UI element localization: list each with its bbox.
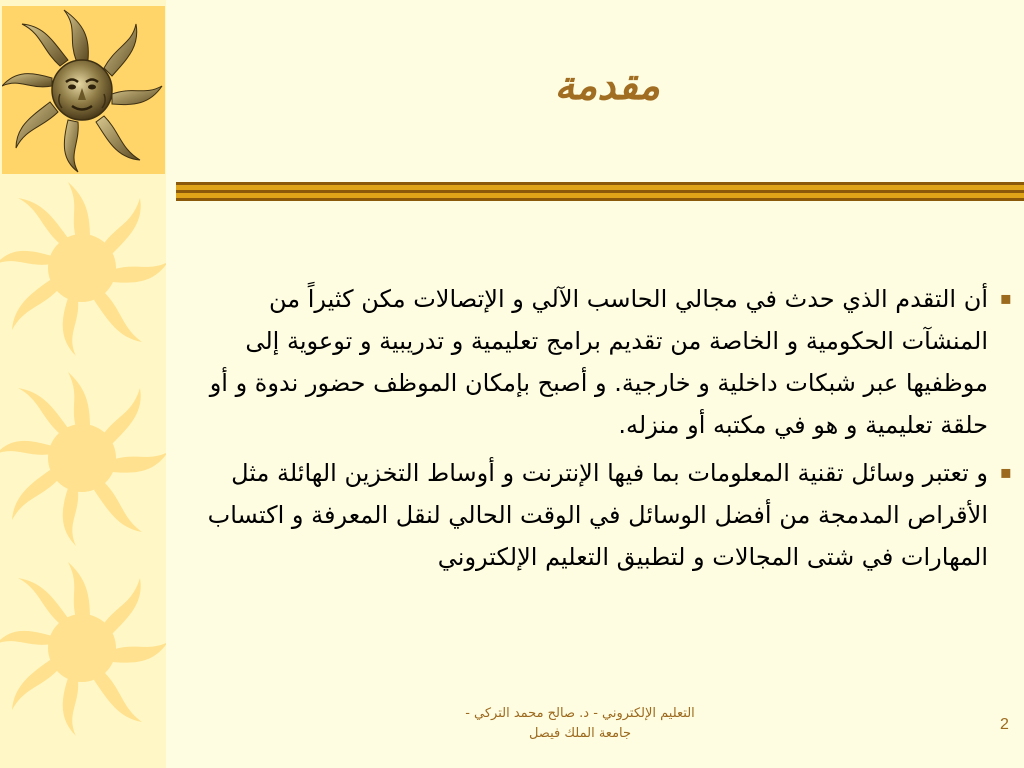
paragraph-text: أن التقدم الذي حدث في مجالي الحاسب الآلي و الإتصالات مكن كثيراً من المنشآت الحكومية و الخاصة من تقديم برامج تعليمية و تدريبية و توعوية إلى موظفيها عبر شبكات داخلية و خارجية. و أصبح بإمكان الموظف حضور ندوة و أو حلقة تعليمية و هو في مكتبه أو منزله. xyxy=(209,285,988,439)
slide-title: مقدمة xyxy=(554,62,660,109)
sun-face-panel xyxy=(2,6,165,174)
bullet-paragraph xyxy=(176,278,1012,446)
sun-icon xyxy=(0,560,166,736)
footer-line-1: التعليم الإلكتروني - د. صالح محمد التركي - xyxy=(465,706,695,721)
sun-icon xyxy=(0,370,166,546)
bullet-paragraph xyxy=(176,452,1012,578)
paragraph-text: و تعتبر وسائل تقنية المعلومات بما فيها الإنترنت و أوساط التخزين الهائلة مثل الأقراص المدمجة من أفضل الوسائل في الوقت الحالي لنقل المعرفة و اكتساب المهارات في شتى المجالات و لتطبيق التعليم الإلكتروني xyxy=(207,459,988,571)
sun-icon xyxy=(0,180,166,356)
decorative-sidebar xyxy=(0,0,166,768)
slide-body xyxy=(176,278,1012,584)
footer-line-2: جامعة الملك فيصل xyxy=(528,726,632,741)
slide-footer xyxy=(420,704,740,744)
bullet-icon: ▪ xyxy=(999,288,1012,309)
sun-face-icon xyxy=(2,6,165,174)
title-divider xyxy=(176,182,1024,204)
bullet-icon: ▪ xyxy=(999,462,1012,483)
page-number: 2 xyxy=(1000,716,1009,733)
